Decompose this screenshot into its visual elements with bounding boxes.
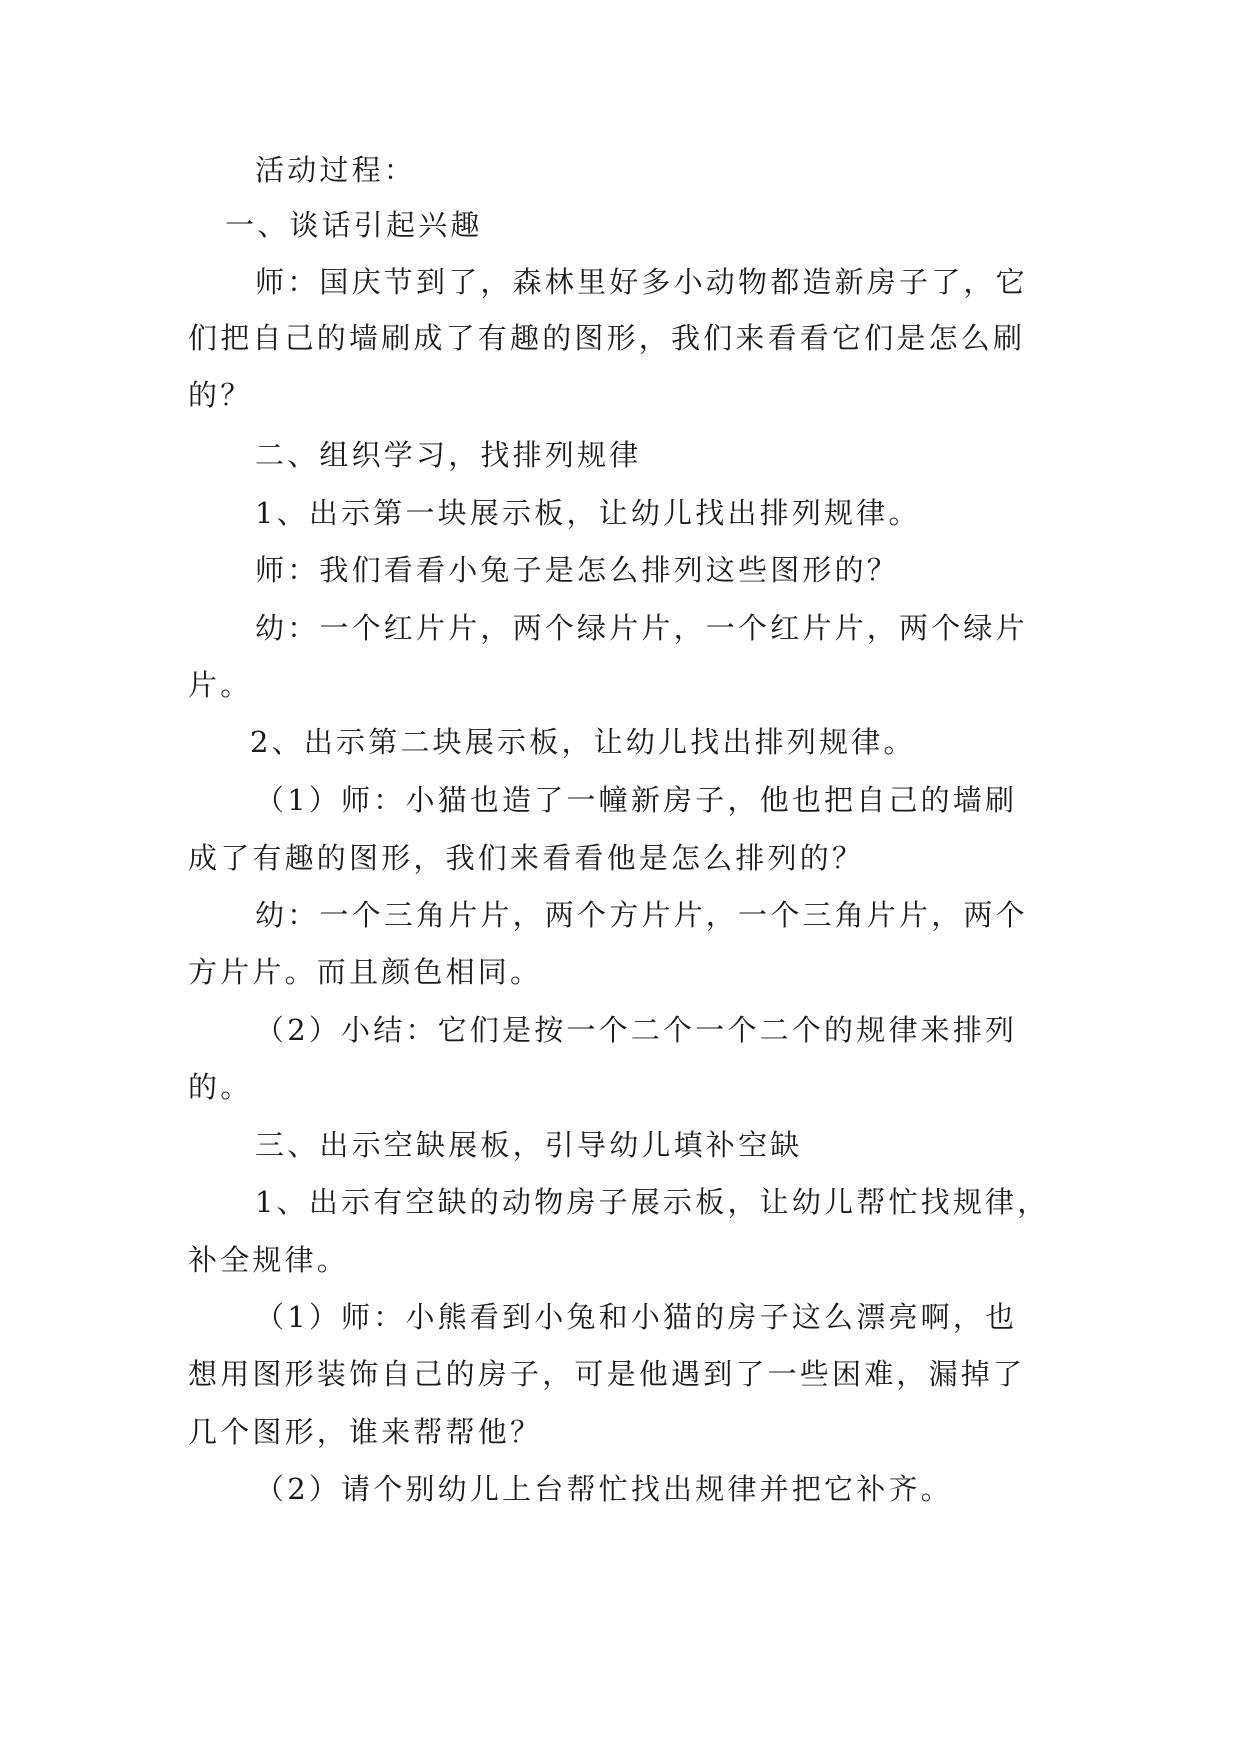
paragraph-line: 补全规律。 bbox=[188, 1243, 350, 1277]
paragraph-line: （2）请个别幼儿上台帮忙找出规律并把它补齐。 bbox=[255, 1472, 953, 1506]
paragraph-line: 幼：一个红片片，两个绿片片，一个红片片，两个绿片 bbox=[255, 611, 1028, 645]
paragraph-line: （1）师：小熊看到小兔和小猫的房子这么漂亮啊，也 bbox=[255, 1300, 1018, 1334]
paragraph-line: 幼：一个三角片片，两个方片片，一个三角片片，两个 bbox=[255, 898, 1028, 932]
paragraph-line: 2、出示第二块展示板，让幼儿找出排列规律。 bbox=[250, 725, 916, 759]
section-heading-3: 三、出示空缺展板，引导幼儿填补空缺 bbox=[255, 1128, 803, 1162]
section-heading-activity-process: 活动过程： bbox=[255, 153, 417, 187]
paragraph-line: 的？ bbox=[188, 378, 253, 412]
paragraph-line: （1）师：小猫也造了一幢新房子，他也把自己的墙刷 bbox=[255, 783, 1018, 817]
section-heading-2: 二、组织学习，找排列规律 bbox=[255, 438, 642, 472]
paragraph-line: 的。 bbox=[188, 1070, 253, 1104]
paragraph-line: 们把自己的墙刷成了有趣的图形，我们来看看它们是怎么刷 bbox=[188, 321, 1026, 355]
paragraph-line: 几个图形，谁来帮帮他？ bbox=[188, 1415, 543, 1449]
paragraph-line: 师：我们看看小兔子是怎么排列这些图形的？ bbox=[255, 553, 900, 587]
paragraph-line: 想用图形装饰自己的房子，可是他遇到了一些困难，漏掉了 bbox=[188, 1357, 1026, 1391]
paragraph-line: 方片片。而且颜色相同。 bbox=[188, 955, 543, 989]
section-heading-1: 一、谈话引起兴趣 bbox=[225, 208, 483, 242]
paragraph-line: 片。 bbox=[188, 668, 253, 702]
paragraph-line: 1、出示第一块展示板，让幼儿找出排列规律。 bbox=[255, 496, 921, 530]
paragraph-line: 成了有趣的图形，我们来看看他是怎么排列的？ bbox=[188, 841, 865, 875]
paragraph-line: （2）小结：它们是按一个二个一个二个的规律来排列 bbox=[255, 1013, 1018, 1047]
paragraph-line: 师：国庆节到了，森林里好多小动物都造新房子了，它 bbox=[255, 265, 1028, 299]
paragraph-line: 1、出示有空缺的动物房子展示板，让幼儿帮忙找规律， bbox=[255, 1185, 1050, 1219]
